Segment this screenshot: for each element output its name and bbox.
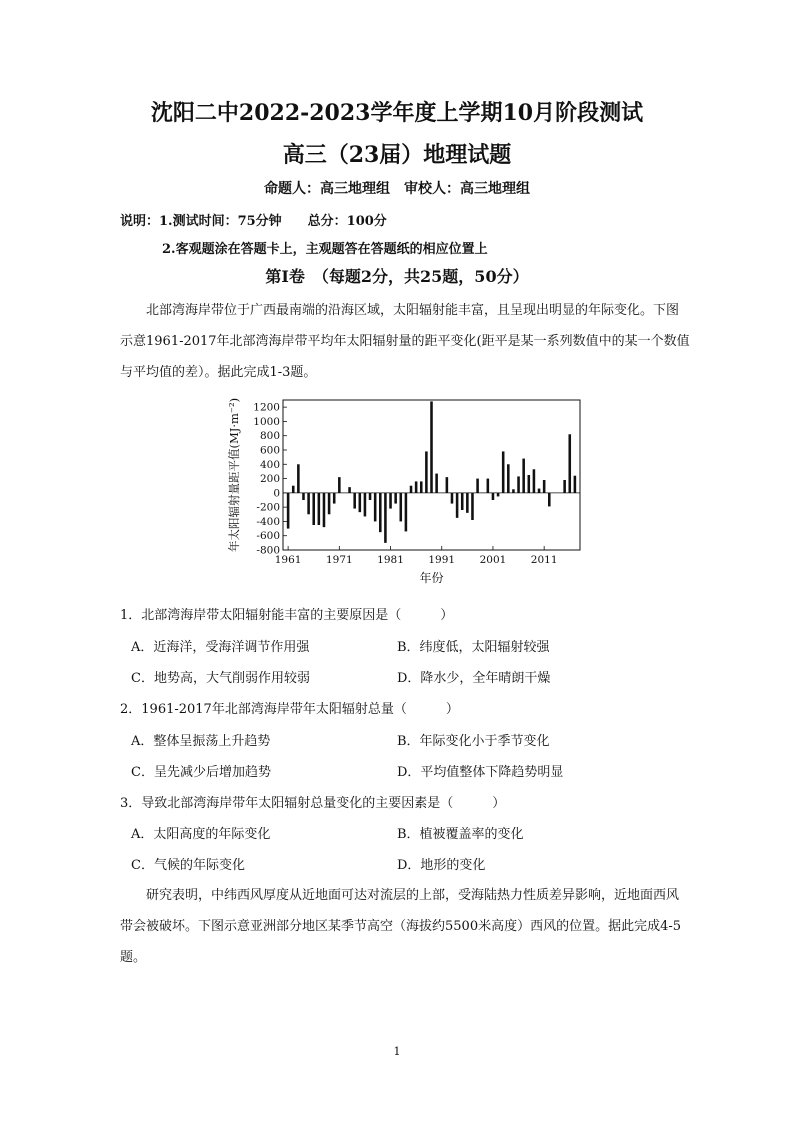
question-1-option-a: A．近海洋，受海洋调节作用强 — [131, 640, 310, 655]
bar-2003 — [502, 451, 505, 492]
bar-1983 — [399, 493, 402, 522]
bar-2015 — [563, 480, 566, 493]
passage-1: 北部湾海岸带位于广西最南端的沿海区域，太阳辐射能丰富，且呈现出明显的年际变化。下图示意1961-2017年北部湾海岸带平均年太阳辐射量的距平变化(距平是某一系列数值中的某一个数值与平均值的差）。据此完成1-3题。 — [120, 303, 690, 380]
bar-2001 — [492, 493, 495, 500]
bar-2002 — [497, 493, 500, 497]
question-2-option-b: B．年际变化小于季节变化 — [397, 734, 550, 749]
bar-1981 — [389, 493, 392, 509]
bar-2006 — [517, 476, 520, 492]
bar-1968 — [323, 493, 326, 527]
bar-1990 — [435, 474, 438, 493]
bar-2007 — [522, 459, 525, 493]
y-tick-label: 200 — [259, 473, 280, 486]
bar-1987 — [420, 481, 423, 492]
bar-1971 — [338, 477, 341, 493]
bar-1984 — [405, 493, 408, 532]
question-2-option-a: A．整体呈振荡上升趋势 — [131, 734, 271, 749]
bar-1997 — [471, 493, 474, 520]
bar-1962 — [292, 486, 295, 493]
bar-2010 — [538, 489, 541, 493]
bar-1975 — [359, 493, 362, 512]
bar-1995 — [461, 493, 464, 510]
y-tick-label: 600 — [259, 444, 280, 457]
bar-1996 — [466, 493, 469, 513]
bar-2017 — [574, 476, 577, 493]
bar-1965 — [307, 493, 310, 514]
passage-2: 研究表明，中纬西风厚度从近地面可达对流层的上部，受海陆热力性质差异影响，近地面西风带会被破坏。下图示意亚洲部分地区某季节高空（海拔约5500米高度）西风的位置。据此完成4-5题。 — [120, 888, 682, 965]
bar-2016 — [568, 434, 571, 493]
question-1-stem: 1．北部湾海岸带太阳辐射能丰富的主要原因是（ ） — [120, 608, 454, 623]
bar-1970 — [333, 493, 336, 504]
y-tick-label: -200 — [256, 501, 280, 514]
question-3-option-b: B．植被覆盖率的变化 — [397, 827, 524, 842]
bar-1967 — [318, 493, 321, 525]
bar-1976 — [364, 493, 367, 517]
section-title: 第Ⅰ卷 （每题2分，共25题，50分） — [265, 267, 529, 286]
bar-2000 — [487, 479, 490, 493]
y-tick-label: -400 — [256, 515, 280, 528]
y-tick-label: 1000 — [253, 415, 280, 428]
question-2-option-c: C．呈先减少后增加趋势 — [131, 765, 271, 780]
bar-2005 — [512, 489, 515, 493]
instruction-line-1: 说明：1.测试时间：75分钟 总分：100分 — [120, 214, 387, 229]
bar-2011 — [543, 480, 546, 493]
question-3-option-c: C．气候的年际变化 — [131, 858, 245, 873]
bar-1961 — [287, 493, 290, 529]
bar-1986 — [415, 481, 418, 492]
bar-1985 — [410, 486, 413, 493]
x-tick-label: 1981 — [377, 554, 404, 566]
page-number: 1 — [393, 1045, 401, 1058]
bar-2009 — [533, 469, 536, 493]
x-tick-label: 2011 — [530, 554, 558, 566]
x-axis-label: 年份 — [419, 571, 444, 585]
bar-1969 — [328, 493, 331, 514]
bar-1966 — [312, 493, 315, 525]
y-tick-label: -800 — [256, 544, 280, 557]
question-3-option-a: A．太阳高度的年际变化 — [131, 827, 271, 842]
question-2-option-d: D．平均值整体下降趋势明显 — [397, 765, 564, 780]
question-3-option-d: D．地形的变化 — [397, 858, 486, 873]
x-tick-label: 1961 — [274, 554, 302, 566]
x-tick-label: 1991 — [428, 554, 456, 566]
bar-1982 — [394, 493, 397, 504]
bar-1973 — [348, 487, 351, 493]
bar-1963 — [297, 464, 300, 493]
y-tick-label: 800 — [259, 430, 280, 443]
y-axis-label: 年太阳辐射量距平值(MJ·m⁻²) — [227, 397, 241, 553]
bar-1980 — [384, 493, 387, 543]
bar-1988 — [425, 451, 428, 492]
question-2-stem: 2．1961-2017年北部湾海岸带年太阳辐射总量（ ） — [120, 702, 459, 717]
bar-1998 — [476, 479, 479, 493]
y-tick-label: 0 — [273, 487, 280, 500]
bar-1992 — [446, 477, 449, 493]
y-tick-label: -600 — [256, 530, 280, 543]
question-1-option-b: B．纬度低，太阳辐射较强 — [397, 640, 550, 655]
bar-2004 — [507, 464, 510, 493]
exam-subtitle: 高三（23届）地理试题 — [282, 142, 512, 168]
exam-authors: 命题人：高三地理组 审校人：高三地理组 — [264, 181, 530, 197]
bar-1979 — [379, 493, 382, 532]
y-tick-label: 1200 — [253, 401, 280, 414]
bar-1993 — [451, 493, 454, 504]
question-1-option-d: D．降水少，全年晴朗干燥 — [397, 671, 551, 686]
bar-1974 — [353, 493, 356, 509]
x-tick-label: 2001 — [479, 554, 507, 566]
y-tick-label: 400 — [259, 458, 280, 471]
radiation-anomaly-chart — [225, 392, 585, 592]
question-3-stem: 3．导致北部湾海岸带年太阳辐射总量变化的主要因素是（ ） — [120, 796, 506, 811]
bar-1978 — [374, 493, 377, 522]
x-tick-label: 1971 — [325, 554, 353, 566]
bar-1977 — [369, 493, 372, 500]
bar-1964 — [302, 493, 305, 500]
bar-2012 — [548, 493, 551, 507]
bar-2008 — [528, 475, 531, 493]
bar-1994 — [456, 493, 459, 518]
instruction-line-2: 2.客观题涂在答题卡上，主观题答在答题纸的相应位置上 — [162, 242, 488, 257]
exam-title: 沈阳二中2022-2023学年度上学期10月阶段测试 — [150, 100, 644, 126]
question-1-option-c: C．地势高，大气削弱作用较弱 — [131, 671, 310, 686]
bar-1989 — [430, 401, 433, 492]
